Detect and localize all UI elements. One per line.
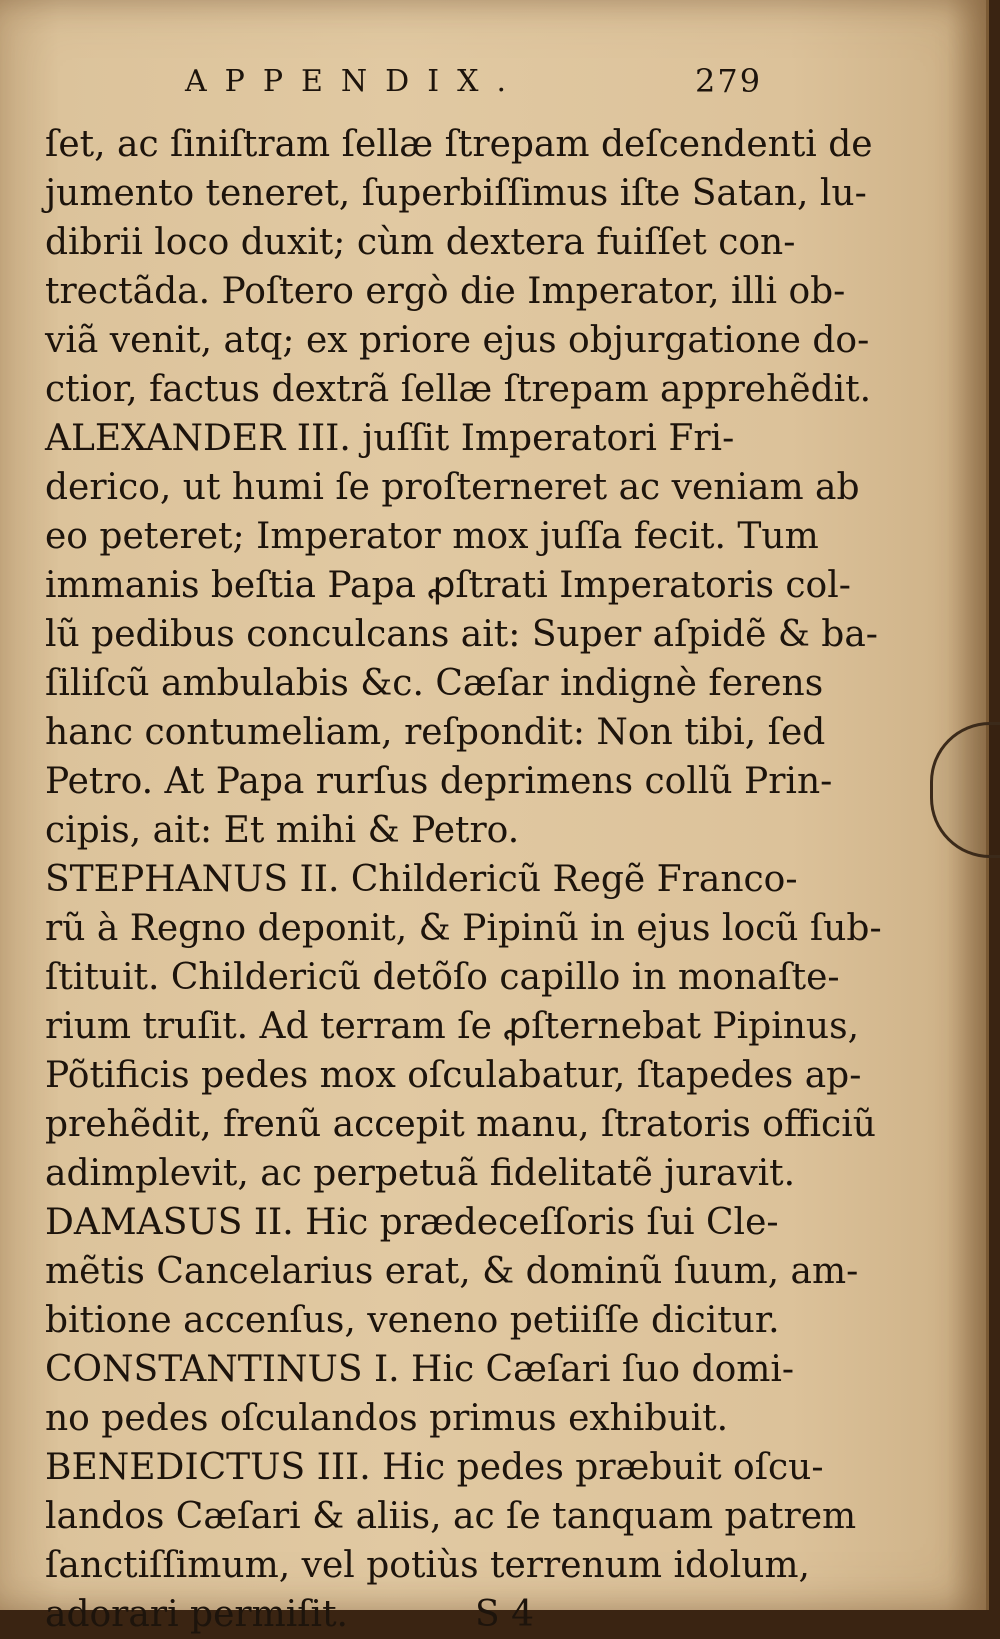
text-line: rium truſit. Ad terram ſe ꝓſternebat Pipinus, [45,1006,860,1047]
text-line: no pedes oſculandos primus exhibuit. [45,1398,729,1439]
last-line [45,1590,805,1639]
text-line: cipis, ait: Et mihi & Petro. [45,810,520,851]
text-line: BENEDICTUS III. Hic pedes præbuit oſcu- [45,1447,824,1488]
page-tab-mark [930,722,1000,858]
text-line: adimplevit, ac perpetuã fidelitatẽ juravit. [45,1153,796,1194]
text-line: ALEXANDER III. juſſit Imperatori Fri- [45,418,735,459]
text-line: jumento teneret, ſuperbiſſimus iſte Satan, lu- [45,173,867,214]
signature-mark: S 4 [475,1594,535,1635]
text-line: rũ à Regno deponit, & Pipinũ in ejus locũ ſub- [45,908,882,949]
text-line: ſet, ac ſiniſtram ſellæ ſtrepam deſcendenti de [45,124,873,165]
text-block [45,60,882,1639]
text-line: CONSTANTINUS I. Hic Cæſari ſuo domi- [45,1349,795,1390]
text-line: dibrii loco duxit; cùm dextera fuiſſet con- [45,222,796,263]
text-line: mẽtis Cancelarius erat, & dominũ ſuum, am- [45,1251,859,1292]
text-line: Petro. At Papa rurſus deprimens collũ Prin- [45,761,833,802]
running-title: APPENDIX. [185,64,524,99]
text-line: immanis beſtia Papa ꝓſtrati Imperatoris col- [45,565,851,606]
text-line: adorari permiſit. [45,1594,348,1635]
text-line: ſiliſcũ ambulabis &c. Cæſar indignè ferens [45,663,824,704]
text-line: lũ pedibus conculcans ait: Super aſpidẽ & ba- [45,614,878,655]
text-line: prehẽdit, frenũ accepit manu, ſtratoris officiũ [45,1104,876,1145]
text-line: DAMASUS II. Hic prædeceſſoris ſui Cle- [45,1202,779,1243]
text-line: ctior, factus dextrã ſellæ ſtrepam apprehẽdit. [45,369,872,410]
page-number: 279 [695,62,763,100]
text-line: eo peteret; Imperator mox juſſa fecit. Tum [45,516,819,557]
text-line: derico, ut humi ſe proſterneret ac veniam ab [45,467,860,508]
text-line: ſtituit. Childericũ detõſo capillo in monaſte- [45,957,840,998]
text-line: bitione accenſus, veneno petiiſſe dicitur. [45,1300,780,1341]
text-line: trectãda. Poſtero ergò die Imperator, illi ob- [45,271,846,312]
text-line: landos Cæſari & aliis, ac ſe tanquam patrem [45,1496,857,1537]
text-line: hanc contumeliam, reſpondit: Non tibi, ſed [45,712,826,753]
text-line: STEPHANUS II. Childericũ Regẽ Franco- [45,859,798,900]
text-line: Põtificis pedes mox oſculabatur, ſtapedes ap- [45,1055,862,1096]
text-line: viã venit, atq; ex priore ejus objurgatione do- [45,320,870,361]
running-header [45,60,805,120]
text-line: ſanctiſſimum, vel potiùs terrenum idolum, [45,1545,810,1586]
